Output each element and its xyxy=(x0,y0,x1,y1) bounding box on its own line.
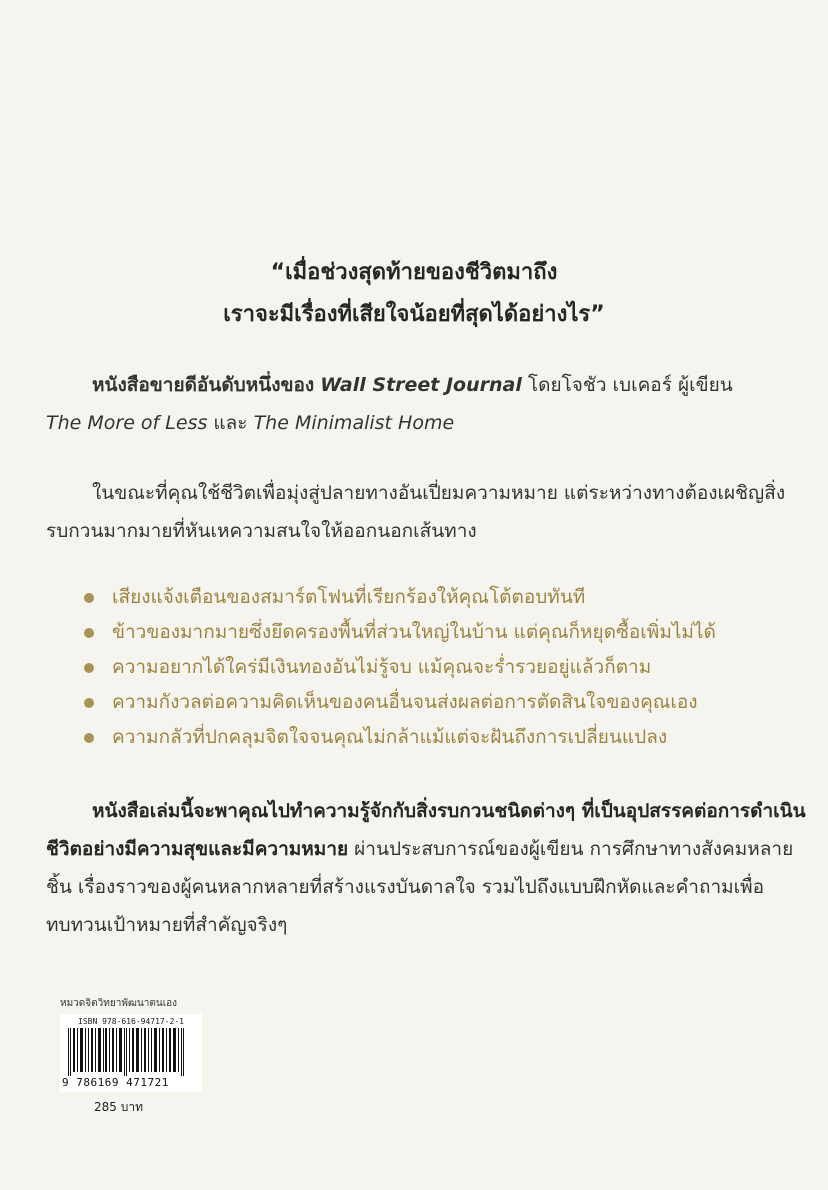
intro-book1: The More of Less xyxy=(46,412,208,434)
price-label: 285 บาท xyxy=(94,1100,143,1114)
intro-book2: The Minimalist Home xyxy=(253,412,455,434)
headline-quote xyxy=(0,252,828,336)
barcode-graphic xyxy=(62,1028,196,1076)
barcode-number: 9 786169 471721 xyxy=(62,1076,169,1089)
isbn-block xyxy=(60,996,200,1117)
list-item: ข้าวของมากมายซึ่งยึดครองพื้นที่ส่วนใหญ่ในบ้าน แต่คุณก็หยุดซื้อเพิ่มไม่ได้ xyxy=(84,615,814,650)
list-item: ความอยากได้ใคร่มีเงินทองอันไม่รู้จบ แม้คุณจะร่ำรวยอยู่แล้วก็ตาม xyxy=(84,650,814,685)
bullet-icon xyxy=(84,733,94,743)
quote-line-1: “เมื่อช่วงสุดท้ายของชีวิตมาถึง xyxy=(270,260,558,285)
list-item: ความกังวลต่อความคิดเห็นของคนอื่นจนส่งผลต่อการตัดสินใจของคุณเอง xyxy=(84,685,814,720)
intro-paragraph xyxy=(46,366,806,442)
distraction-list xyxy=(84,580,814,755)
bullet-icon xyxy=(84,698,94,708)
list-item: เสียงแจ้งเตือนของสมาร์ตโฟนที่เรียกร้องให้คุณโต้ตอบทันที xyxy=(84,580,814,615)
body-paragraph-3 xyxy=(46,792,816,944)
quote-line-2: เราจะมีเรื่องที่เสียใจน้อยที่สุดได้อย่างไร” xyxy=(223,302,605,327)
intro-bold: หนังสือขายดีอันดับหนึ่งของ xyxy=(92,374,315,396)
bullet-icon xyxy=(84,628,94,638)
bullet-icon xyxy=(84,663,94,673)
intro-wsj: Wall Street Journal xyxy=(320,374,522,396)
paragraph-2-text: ในขณะที่คุณใช้ชีวิตเพื่อมุ่งสู่ปลายทางอันเปี่ยมความหมาย แต่ระหว่างทางต้องเผชิญสิ่งรบกวนมากมายที่หันเหความสนใจให้ออกนอกเส้นทาง xyxy=(46,482,786,542)
intro-by: โดยโจชัว เบเคอร์ ผู้เขียน xyxy=(521,374,733,396)
paragraph-3-bold: หนังสือเล่มนี้จะพาคุณไปทำความรู้จักกับสิ่งรบกวนชนิดต่างๆ ที่เป็นอุปสรรคต่อการดำเนินชีวิตอย่างมีความสุขและมีความหมาย xyxy=(46,800,806,860)
body-paragraph-2 xyxy=(46,474,806,550)
intro-and: และ xyxy=(207,412,254,434)
bullet-icon xyxy=(84,593,94,603)
barcode-box xyxy=(60,1014,202,1092)
category-label: หมวดจิตวิทยาพัฒนาตนเอง xyxy=(60,998,178,1009)
paragraph-3-rest: ผ่านประสบการณ์ของผู้เขียน การศึกษาทางสังคมหลายชิ้น เรื่องราวของผู้คนหลากหลายที่สร้างแรงบันดาลใจ รวมไปถึงแบบฝึกหัดและคำถามเพื่อทบทวนเป้าหมายที่สำคัญจริงๆ xyxy=(46,838,794,936)
isbn-label: ISBN 978-616-94717-2-1 xyxy=(78,1017,184,1026)
list-item: ความกลัวที่ปกคลุมจิตใจจนคุณไม่กล้าแม้แต่จะฝันถึงการเปลี่ยนแปลง xyxy=(84,720,814,755)
